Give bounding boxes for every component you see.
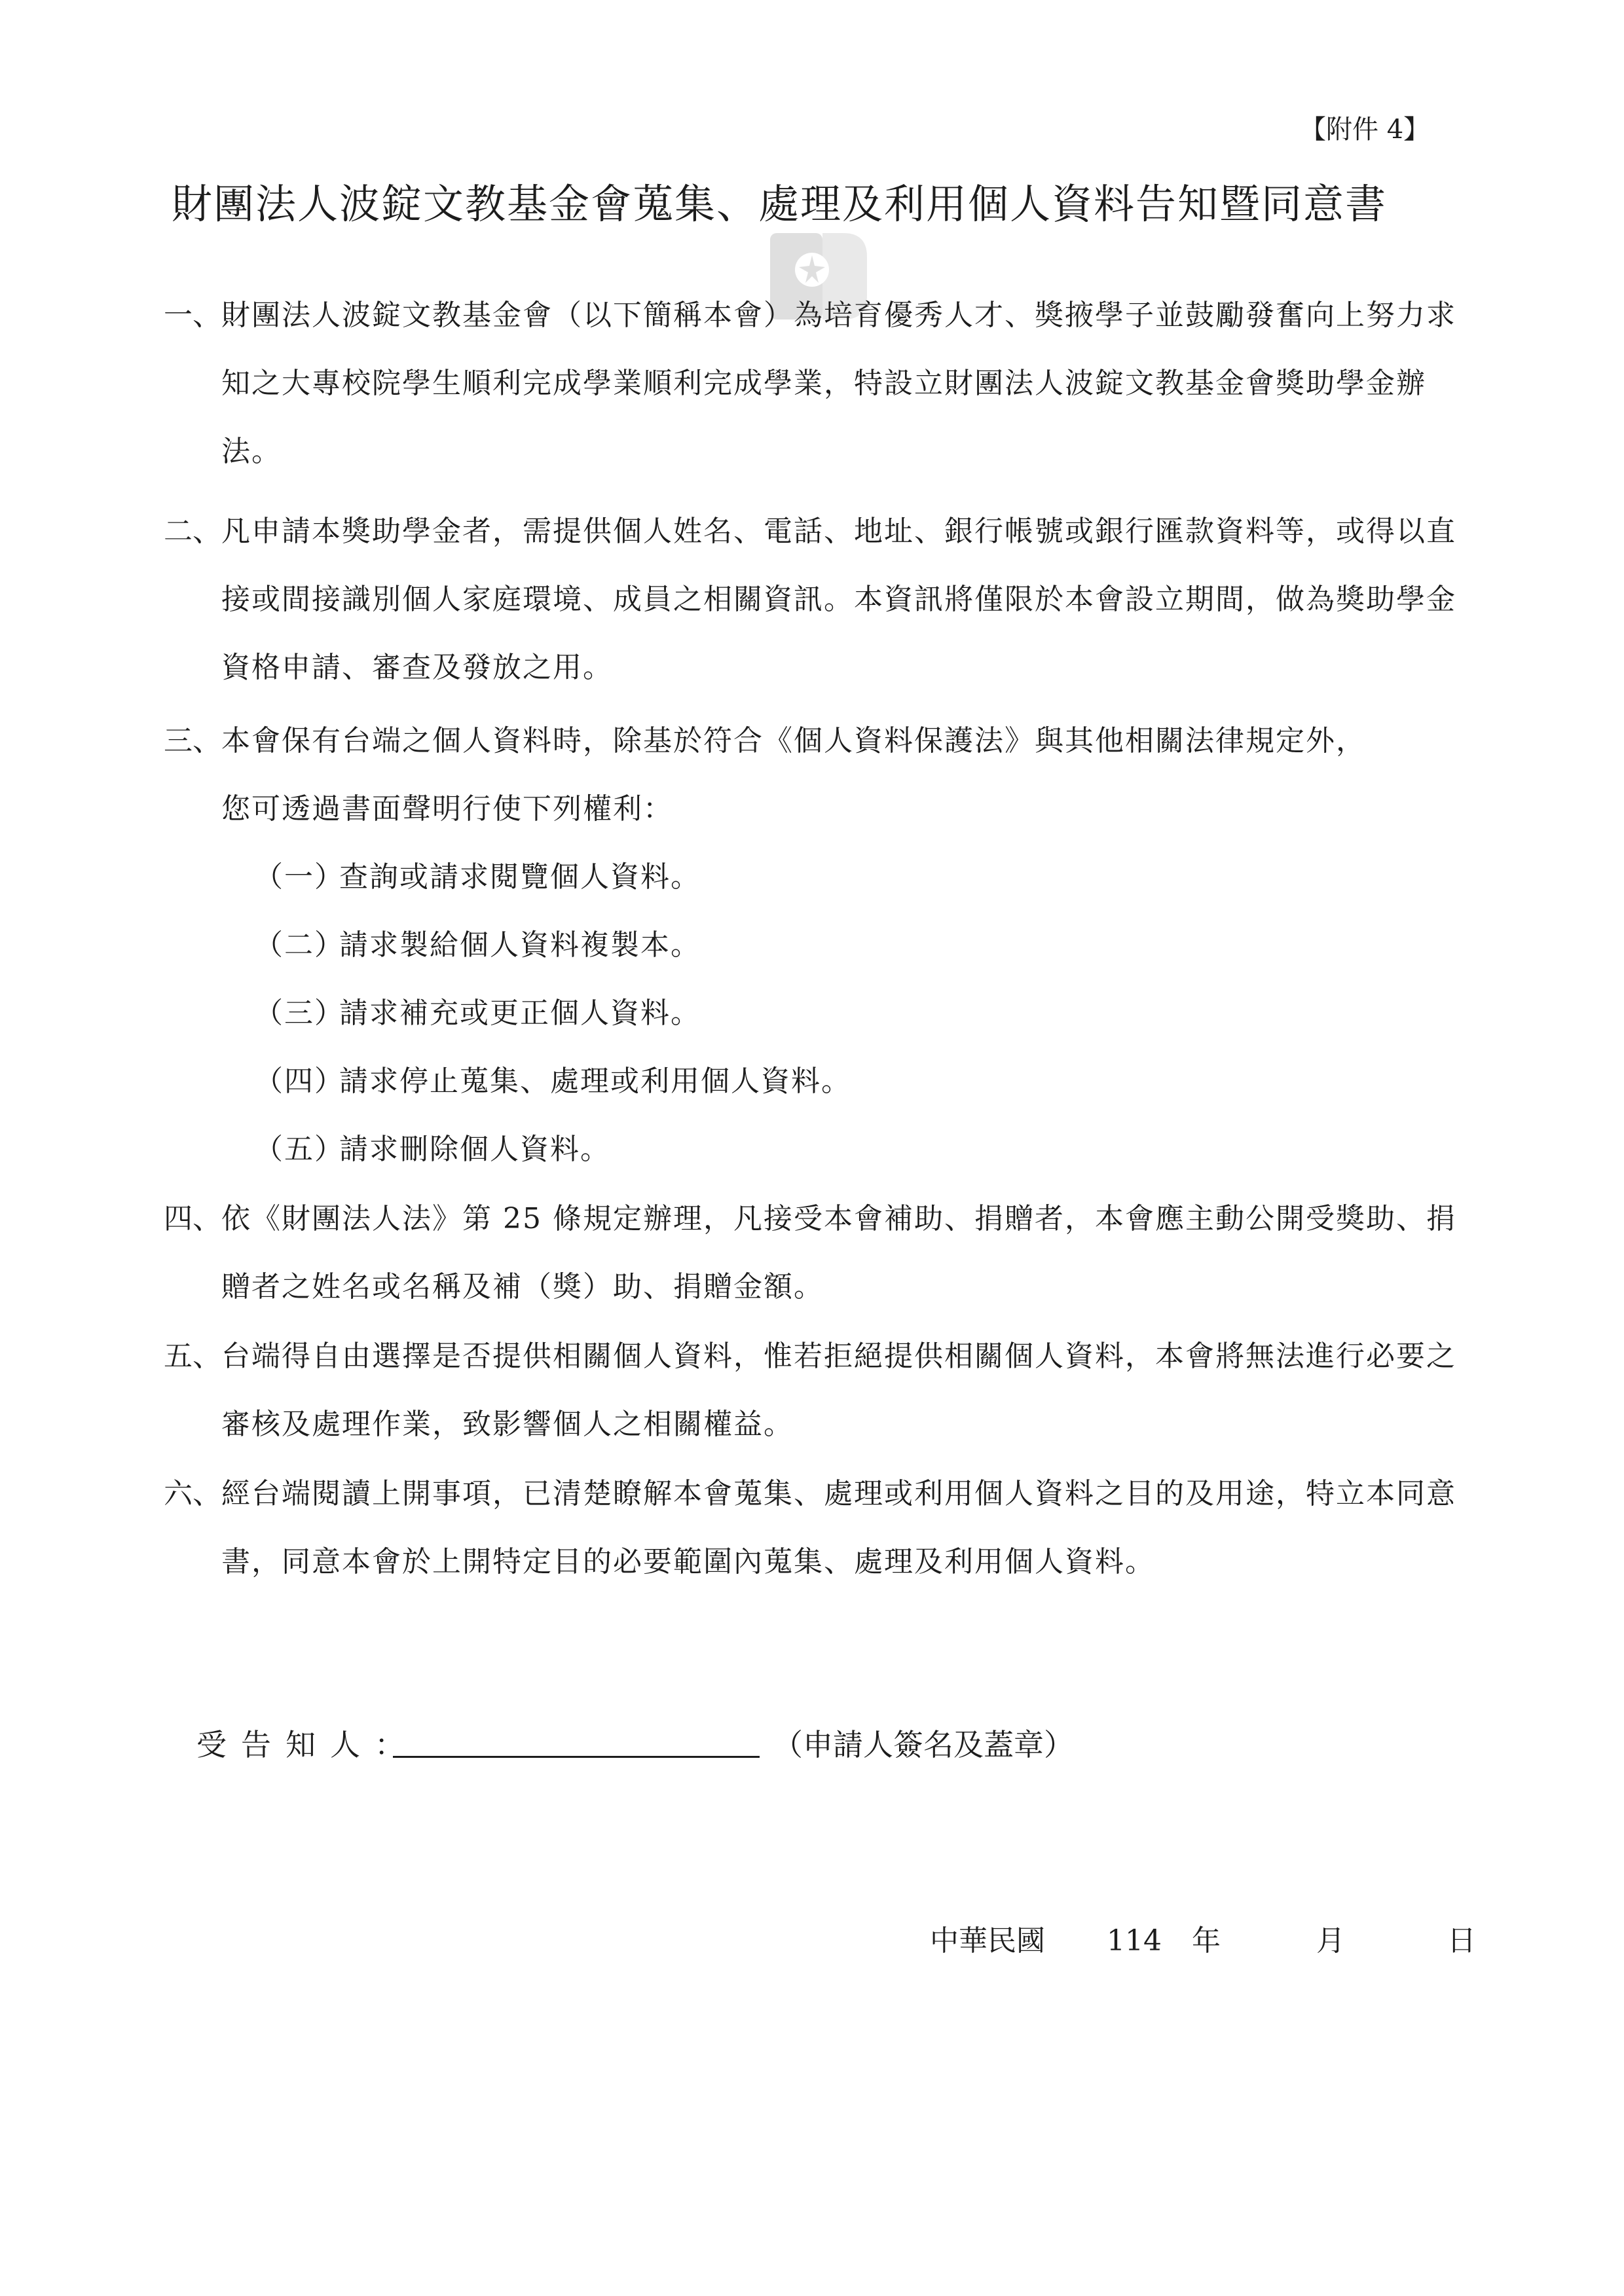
- clause-text: 財團法人波錠文教基金會（以下簡稱本會）為培育優秀人才、獎掖學子並鼓勵發奮向上努力求知之大專校院學生順利完成學業順利完成學業，特設立財團法人波錠文教基金會獎助學金辦法。: [221, 299, 1456, 468]
- clause-number: 四、: [164, 1202, 221, 1235]
- clause-text: 依《財團法人法》第 25 條規定辦理，凡接受本會補助、捐贈者，本會應主動公開受獎助、捐贈者之姓名或名稱及補（獎）助、捐贈金額。: [221, 1202, 1456, 1303]
- rights-item-1: [254, 843, 701, 911]
- signature-note: （申請人簽名及蓋章）: [773, 1727, 1074, 1762]
- attachment-label: 【附件 4】: [1300, 115, 1430, 145]
- clause-text-continued: 您可透過書面聲明行使下列權利：: [221, 792, 673, 826]
- date-row: [930, 1912, 1519, 1971]
- clause-number: 二、: [164, 515, 221, 548]
- signature-line[interactable]: [393, 1756, 760, 1758]
- rights-item-4: [254, 1048, 851, 1116]
- rights-item-2: [254, 911, 701, 979]
- document-title: 財團法人波錠文教基金會蒐集、處理及利用個人資料告知暨同意書: [172, 180, 1388, 228]
- clause-number: 三、: [164, 724, 221, 757]
- date-year: 114: [1107, 1924, 1162, 1958]
- date-month-unit: 月: [1316, 1924, 1345, 1958]
- rights-item-3: [254, 979, 701, 1048]
- clause-text: 本會保有台端之個人資料時，除基於符合《個人資料保護法》與其他相關法律規定外，: [221, 724, 1366, 757]
- rights-item-text: 請求製給個人資料複製本。: [339, 928, 701, 962]
- rights-item-label: （五）: [254, 1133, 344, 1166]
- clause-text: 台端得自由選擇是否提供相關個人資料，惟若拒絕提供相關個人資料，本會將無法進行必要之審核及處理作業，致影響個人之相關權益。: [221, 1339, 1456, 1441]
- clause-number: 六、: [164, 1477, 221, 1510]
- rights-item-text: 請求停止蒐集、處理或利用個人資料。: [339, 1065, 851, 1098]
- clause-text: 凡申請本獎助學金者，需提供個人姓名、電話、地址、銀行帳號或銀行匯款資料等，或得以直接或間接識別個人家庭環境、成員之相關資訊。本資訊將僅限於本會設立期間，做為獎助學金資格申請、審查及發放之用。: [221, 515, 1456, 684]
- signature-row: [196, 1715, 1310, 1774]
- clause-text: 經台端閱讀上開事項，已清楚瞭解本會蒐集、處理或利用個人資料之目的及用途，特立本同意書，同意本會於上開特定目的必要範圍內蒐集、處理及利用個人資料。: [221, 1477, 1456, 1578]
- rights-item-label: （四）: [254, 1065, 344, 1098]
- date-era: 中華民國: [930, 1924, 1045, 1958]
- date-day-unit: 日: [1447, 1924, 1476, 1958]
- rights-item-label: （一）: [254, 860, 344, 894]
- rights-item-text: 請求刪除個人資料。: [339, 1133, 610, 1166]
- signature-label: 受告知人：: [196, 1727, 419, 1762]
- clause-number: 一、: [164, 299, 221, 332]
- rights-item-text: 查詢或請求閱覽個人資料。: [339, 860, 701, 894]
- rights-item-text: 請求補充或更正個人資料。: [339, 996, 701, 1030]
- clause-number: 五、: [164, 1339, 221, 1373]
- rights-item-5: [254, 1116, 610, 1184]
- date-year-unit: 年: [1192, 1924, 1221, 1958]
- rights-item-label: （二）: [254, 928, 344, 962]
- rights-item-label: （三）: [254, 996, 344, 1030]
